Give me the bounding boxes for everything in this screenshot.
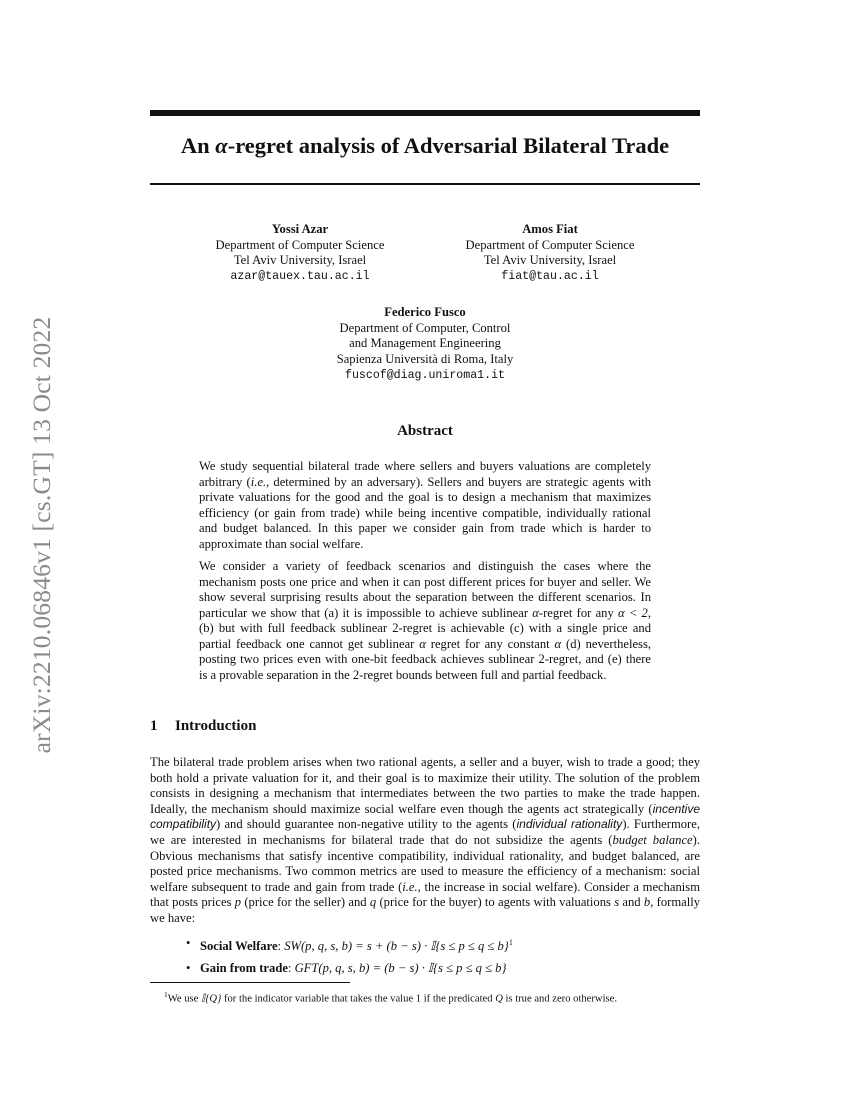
math-run: α xyxy=(554,636,562,651)
text-run: ). Obvious mechanisms that satisfy incentive compatibility, individual rationality, and budget balanced, are posted price mechanisms. Two common metrics are used to measure the efficiency of a mechanism: social welfare subsequent to trade and gain from trade ( xyxy=(150,832,700,894)
footnote-mark: 1 xyxy=(508,938,513,947)
emph-run: i.e. xyxy=(402,879,418,894)
arxiv-id: arXiv:2210.06846v1 [cs.GT] 13 Oct 2022 xyxy=(27,316,56,754)
section-title: Introduction xyxy=(175,718,257,734)
math-run: p xyxy=(234,895,242,910)
section-heading-introduction xyxy=(150,718,256,735)
text-run: regret for any constant xyxy=(425,636,555,651)
metric-list xyxy=(180,932,700,979)
text-run: ) and should guarantee non-negative utility to the agents ( xyxy=(216,817,517,832)
math-run: s xyxy=(614,895,620,910)
text-run: (d) nevertheless, posting two prices even with one-bit feedback achieves sublinear 2-regret, and (e) there is a provable separation in the 2-regret bounds between full and partial feedback. xyxy=(199,636,651,682)
text-run: and xyxy=(619,895,644,910)
emph-run: incentive compatibility xyxy=(150,801,700,832)
metric-label: Social Welfare xyxy=(200,939,278,954)
author-affiliation: Tel Aviv University, Israel xyxy=(483,253,617,268)
author-name: Amos Fiat xyxy=(522,222,578,236)
math-run: 𝕀{Q} xyxy=(201,993,222,1005)
math-run: α < 2 xyxy=(617,605,648,620)
author-name: Yossi Azar xyxy=(271,222,329,236)
emph-run: individual rationality xyxy=(516,817,623,832)
emph-run: budget balance xyxy=(612,832,693,847)
introduction-paragraph xyxy=(150,755,700,927)
author-affiliation: Sapienza Università di Roma, Italy xyxy=(336,352,514,367)
abstract-paragraph xyxy=(199,559,651,683)
text-run: We study sequential bilateral trade where sellers and buyers valuations are completely arbitrary ( xyxy=(199,459,651,489)
text-run: , the increase in social welfare). Consider a mechanism that posts prices xyxy=(150,879,700,910)
title-prefix: An xyxy=(180,133,216,158)
text-run: : xyxy=(287,961,295,976)
text-run: (price for the seller) and xyxy=(241,895,370,910)
metric-social-welfare xyxy=(180,932,700,957)
text-run: , formally we have: xyxy=(150,895,701,925)
text-run: for the indicator variable that takes the value 1 if the predicated xyxy=(221,993,496,1005)
author-email: fuscof@diag.uniroma1.it xyxy=(344,368,506,382)
author-block-fiat xyxy=(435,222,665,285)
footnote-rule xyxy=(150,982,350,983)
math-run: Q xyxy=(495,993,503,1005)
paper-title xyxy=(150,133,700,159)
author-affiliation: and Management Engineering xyxy=(349,336,501,351)
metric-label: Gain from trade xyxy=(200,961,288,976)
text-run: , (b) but with full feedback sublinear 2-regret is achievable (c) with a single price and partial feedback one cannot get sublinear xyxy=(199,605,651,651)
math-run: q xyxy=(369,895,377,910)
abstract-body xyxy=(199,459,651,683)
text-run: (price for the buyer) to agents with valuations xyxy=(376,895,615,910)
section-number: 1 xyxy=(150,718,158,734)
text-run: We use xyxy=(167,993,202,1005)
title-rest: -regret analysis of Adversarial Bilateral Trade xyxy=(227,133,670,158)
text-run: The bilateral trade problem arises when two rational agents, a seller and a buyer, wish to trade a good; they both hold a private valuation for it, and their goal is to maximize their utility. The solution of the problem consists in designing a mechanism that intermediates between the two parties to make the trade happen. Ideally, the mechanism should maximize social welfare even though the agents act strategically ( xyxy=(150,755,700,816)
math-run: α xyxy=(532,605,539,620)
metric-gain-from-trade xyxy=(180,957,700,979)
title-alpha: α xyxy=(215,133,228,158)
metric-formula: GFT(p, q, s, b) = (b − s) · 𝕀{s ≤ p ≤ q ≤ b} xyxy=(294,961,507,976)
arxiv-sidebar xyxy=(22,295,62,775)
author-affiliation: Department of Computer Science xyxy=(215,237,385,252)
author-email: azar@tauex.tau.ac.il xyxy=(230,270,370,284)
author-block-azar xyxy=(185,222,415,285)
math-run: b xyxy=(643,895,651,910)
abstract-paragraph xyxy=(199,459,651,552)
metric-formula: SW(p, q, s, b) = s + (b − s) · 𝕀{s ≤ p ≤ q ≤ b} xyxy=(284,939,509,954)
author-affiliation: Department of Computer, Control xyxy=(339,320,511,335)
title-top-rule xyxy=(150,110,700,116)
title-bottom-rule xyxy=(150,183,700,185)
author-name: Federico Fusco xyxy=(384,305,466,319)
author-block-fusco xyxy=(300,305,550,384)
text-run: is true and zero otherwise. xyxy=(502,993,617,1005)
text-run: We consider a variety of feedback scenarios and distinguish the cases where the mechanism posts one price and when it can post different prices for buyer and seller. We show several surprising results about the separation between the different scenarios. In particular we show that (a) it is impossible to achieve sublinear xyxy=(199,559,651,620)
footnote-mark: 1 xyxy=(164,990,168,999)
author-email: fiat@tau.ac.il xyxy=(501,270,599,284)
author-affiliation: Department of Computer Science xyxy=(465,237,635,252)
text-run: ). Furthermore, we are interested in mechanisms for bilateral trade that do not subsidize the agents ( xyxy=(150,817,700,847)
abstract-heading: Abstract xyxy=(397,423,453,439)
author-affiliation: Tel Aviv University, Israel xyxy=(233,253,367,268)
text-run: , determined by an adversary). Sellers and buyers are strategic agents with private valuations for the good and the goal is to design a mechanism that maximizes efficiency (or gain from trade) while being incentive compatible, individually rational and budget balanced. In this paper we consider gain from trade which is harder to approximate than social welfare. xyxy=(199,474,651,551)
text-run: : xyxy=(277,939,285,954)
text-run: -regret for any xyxy=(538,605,618,620)
text-run: i.e. xyxy=(250,474,267,489)
math-run: α xyxy=(419,636,426,651)
footnote xyxy=(150,988,724,1006)
